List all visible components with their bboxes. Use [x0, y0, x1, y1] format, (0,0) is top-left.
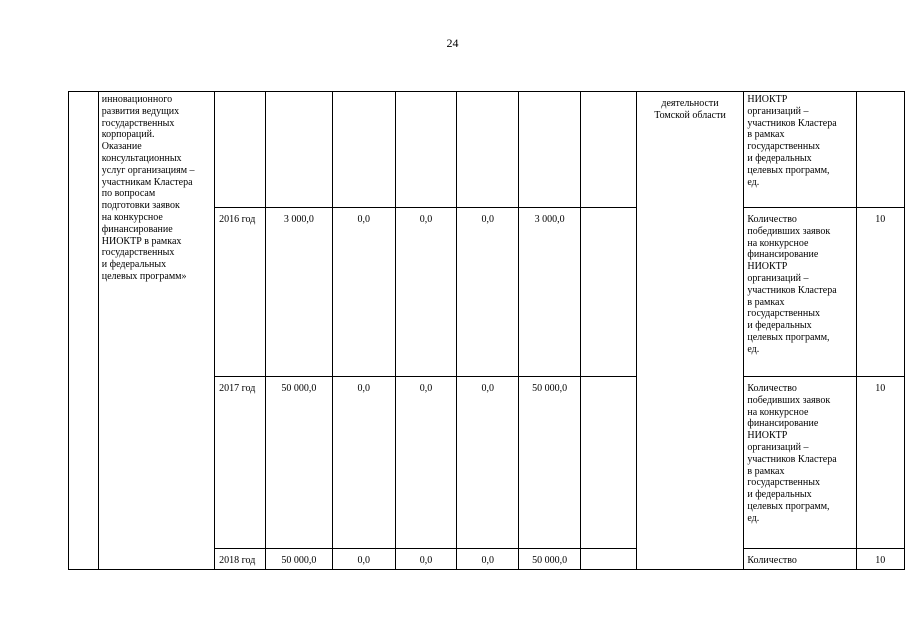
event-description-cell [98, 92, 214, 570]
value-cell: 10 [856, 208, 904, 377]
description-line: НИОКТР в рамках [101, 235, 182, 247]
indicator-line: ед. [747, 176, 760, 188]
funding-cell [332, 92, 395, 208]
funding-cell: 3 000,0 [519, 208, 581, 377]
indicator-line: ед. [747, 512, 760, 524]
indicator-cell [744, 92, 856, 208]
indicator-line: и федеральных [747, 489, 812, 501]
funding-cell: 50 000,0 [519, 549, 581, 570]
executor-line: Томской области [654, 109, 726, 121]
description-line: и федеральных [101, 259, 167, 271]
value-cell: 10 [856, 549, 904, 570]
empty-cell [581, 549, 636, 570]
description-line: государственных [101, 247, 175, 259]
indicator-line: НИОКТР [747, 261, 788, 273]
funding-cell: 50 000,0 [519, 377, 581, 549]
year-cell: 2018 год [215, 549, 266, 570]
funding-cell: 0,0 [395, 208, 457, 377]
number-cell [69, 92, 99, 570]
funding-cell: 0,0 [457, 549, 519, 570]
funding-cell: 0,0 [332, 377, 395, 549]
indicator-line: государственных [747, 308, 820, 320]
table-row [69, 92, 905, 208]
year-cell [215, 92, 266, 208]
indicator-line: организаций – [747, 272, 809, 284]
empty-cell [581, 208, 636, 377]
indicator-line: участников Кластера [747, 453, 837, 465]
indicator-line: целевых программ, [747, 164, 830, 176]
total-cell: 50 000,0 [265, 549, 332, 570]
executor-cell [636, 92, 744, 570]
indicator-line: участников Кластера [747, 117, 837, 129]
description-line: услуг организациям – [101, 164, 195, 176]
empty-cell [581, 92, 636, 208]
funding-cell: 0,0 [395, 377, 457, 549]
indicator-line: на конкурсное [747, 406, 809, 418]
description-line: Оказание [101, 141, 142, 153]
indicator-line: Количество [747, 383, 797, 394]
value-cell: 10 [856, 377, 904, 549]
executor-line: деятельности [661, 98, 719, 109]
empty-cell [581, 377, 636, 549]
indicator-line: финансирование [747, 418, 819, 430]
indicator-line: участников Кластера [747, 284, 837, 296]
indicator-line: финансирование [747, 249, 819, 261]
indicator-line: Количество [747, 214, 797, 225]
program-table [68, 91, 905, 570]
funding-cell: 0,0 [332, 208, 395, 377]
indicator-line: целевых программ, [747, 331, 830, 343]
description-line: участникам Кластера [101, 176, 193, 188]
description-line: развития ведущих [101, 105, 180, 117]
indicator-line: НИОКТР [747, 94, 788, 105]
indicator-line: в рамках [747, 129, 785, 141]
indicator-line: государственных [747, 141, 820, 153]
indicator-line: и федеральных [747, 320, 812, 332]
indicator-line: НИОКТР [747, 430, 788, 442]
description-line: инновационного [101, 94, 173, 105]
value-cell [856, 92, 904, 208]
funding-cell: 0,0 [457, 377, 519, 549]
indicator-line: государственных [747, 477, 820, 489]
description-line: государственных [101, 117, 175, 129]
total-cell: 50 000,0 [265, 377, 332, 549]
indicator-line: ед. [747, 343, 760, 355]
indicator-line: в рамках [747, 296, 785, 308]
indicator-line: на конкурсное [747, 237, 809, 249]
indicator-line: Количество [747, 555, 797, 566]
total-cell [265, 92, 332, 208]
indicator-line: в рамках [747, 465, 785, 477]
description-line: целевых программ» [101, 270, 187, 282]
funding-cell [457, 92, 519, 208]
total-cell: 3 000,0 [265, 208, 332, 377]
indicator-cell [744, 208, 856, 377]
funding-cell: 0,0 [457, 208, 519, 377]
funding-cell [519, 92, 581, 208]
funding-cell: 0,0 [332, 549, 395, 570]
description-line: корпораций. [101, 129, 155, 141]
indicator-line: организаций – [747, 441, 809, 453]
description-line: финансирование [101, 223, 173, 235]
funding-cell [395, 92, 457, 208]
description-line: консультационных [101, 152, 182, 164]
indicator-cell [744, 549, 856, 570]
indicator-line: и федеральных [747, 152, 812, 164]
description-line: подготовки заявок [101, 200, 180, 212]
indicator-line: победивших заявок [747, 225, 831, 237]
indicator-line: организаций – [747, 105, 809, 117]
funding-cell: 0,0 [395, 549, 457, 570]
year-cell: 2016 год [215, 208, 266, 377]
page-number: 24 [446, 36, 459, 50]
indicator-line: целевых программ, [747, 500, 830, 512]
year-cell: 2017 год [215, 377, 266, 549]
indicator-line: победивших заявок [747, 394, 831, 406]
indicator-cell [744, 377, 856, 549]
description-line: по вопросам [101, 188, 156, 200]
description-line: на конкурсное [101, 211, 163, 223]
